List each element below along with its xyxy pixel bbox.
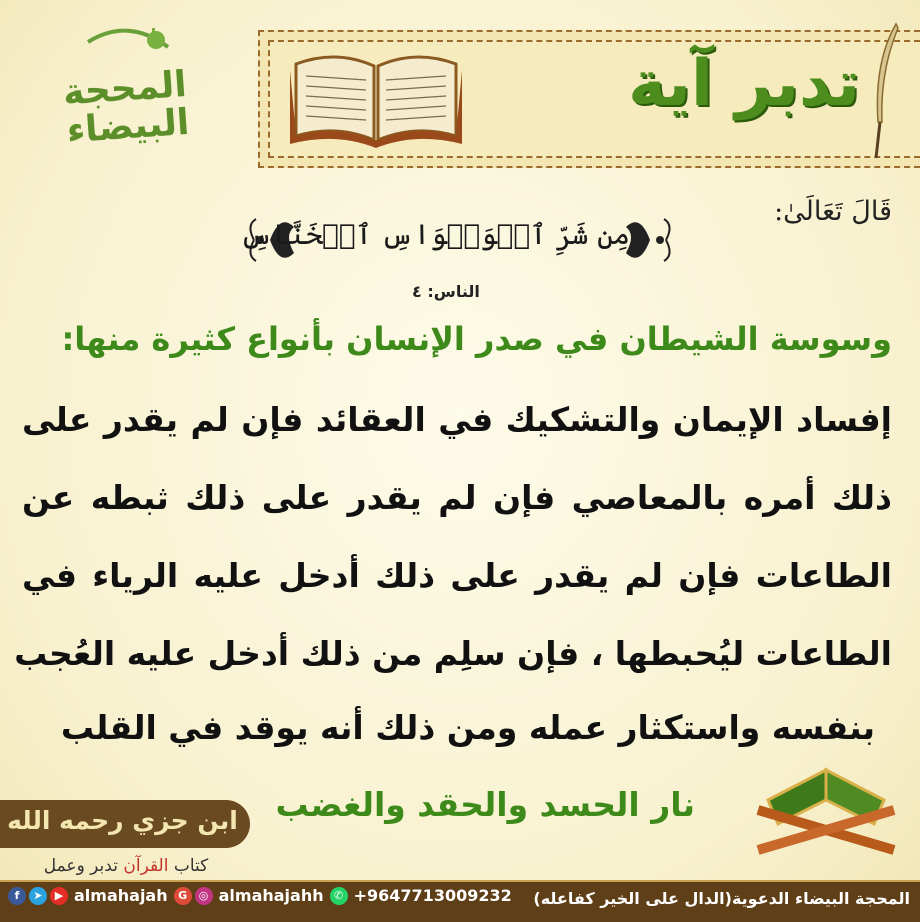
intro-heading: وسوسة الشيطان في صدر الإنسان بأنواع كثيرة منها: bbox=[61, 320, 892, 358]
handle-almahajahh[interactable]: almahajahh bbox=[218, 886, 324, 905]
closing-line: نار الحسد والحقد والغضب bbox=[275, 785, 695, 824]
youtube-icon[interactable]: ▶ bbox=[50, 887, 68, 905]
book-prefix: كتاب bbox=[173, 856, 209, 876]
body-line: إفساد الإيمان والتشكيك في العقائد فإن لم يقدر على bbox=[22, 400, 892, 439]
body-line: ذلك أمره بالمعاصي فإن لم يقدر على ذلك ثبطه عن bbox=[22, 478, 892, 517]
facebook-icon[interactable]: f bbox=[8, 887, 26, 905]
telegram-icon[interactable]: ➤ bbox=[29, 887, 47, 905]
page-title: تدبر آية bbox=[628, 47, 860, 121]
logo-text: المحجة البيضاء bbox=[61, 63, 191, 152]
whatsapp-icon[interactable]: ✆ bbox=[330, 887, 348, 905]
body-line: الطاعات ليُحبطها ، فإن سلِم من ذلك أدخل عليه العُجب bbox=[14, 634, 892, 673]
googleplus-icon[interactable]: G bbox=[174, 887, 192, 905]
ayah-reference: الناس: ٤ bbox=[412, 282, 480, 301]
ayah-text: مِن شَرِّ ٱلۡوَسۡوَاسِ ٱلۡخَنَّاسِ bbox=[239, 218, 630, 251]
handle-almahajah[interactable]: almahajah bbox=[74, 886, 168, 905]
instagram-icon[interactable]: ◎ bbox=[195, 887, 213, 905]
footer-slogan: المحجة البيضاء الدعوية(الدال على الخير كفاعله) bbox=[533, 889, 910, 908]
phone-number[interactable]: +9647713009232 bbox=[353, 886, 512, 905]
rehal-icon bbox=[748, 740, 904, 860]
qala-label: قَالَ تَعَالَىٰ: bbox=[774, 196, 892, 227]
author-name: ابن جزي رحمه الله bbox=[7, 806, 238, 835]
footer-handles bbox=[8, 886, 515, 905]
book-red: القرآن bbox=[123, 856, 169, 876]
open-book-icon bbox=[286, 44, 466, 148]
body-line: الطاعات فإن لم يقدر على ذلك أدخل عليه الرياء في bbox=[22, 556, 892, 595]
body-line: بنفسه واستكثار عمله ومن ذلك أنه يوقد في القلب bbox=[60, 708, 875, 747]
quill-icon bbox=[868, 22, 902, 162]
book-title bbox=[6, 856, 246, 876]
book-suffix: تدبر وعمل bbox=[43, 856, 118, 876]
